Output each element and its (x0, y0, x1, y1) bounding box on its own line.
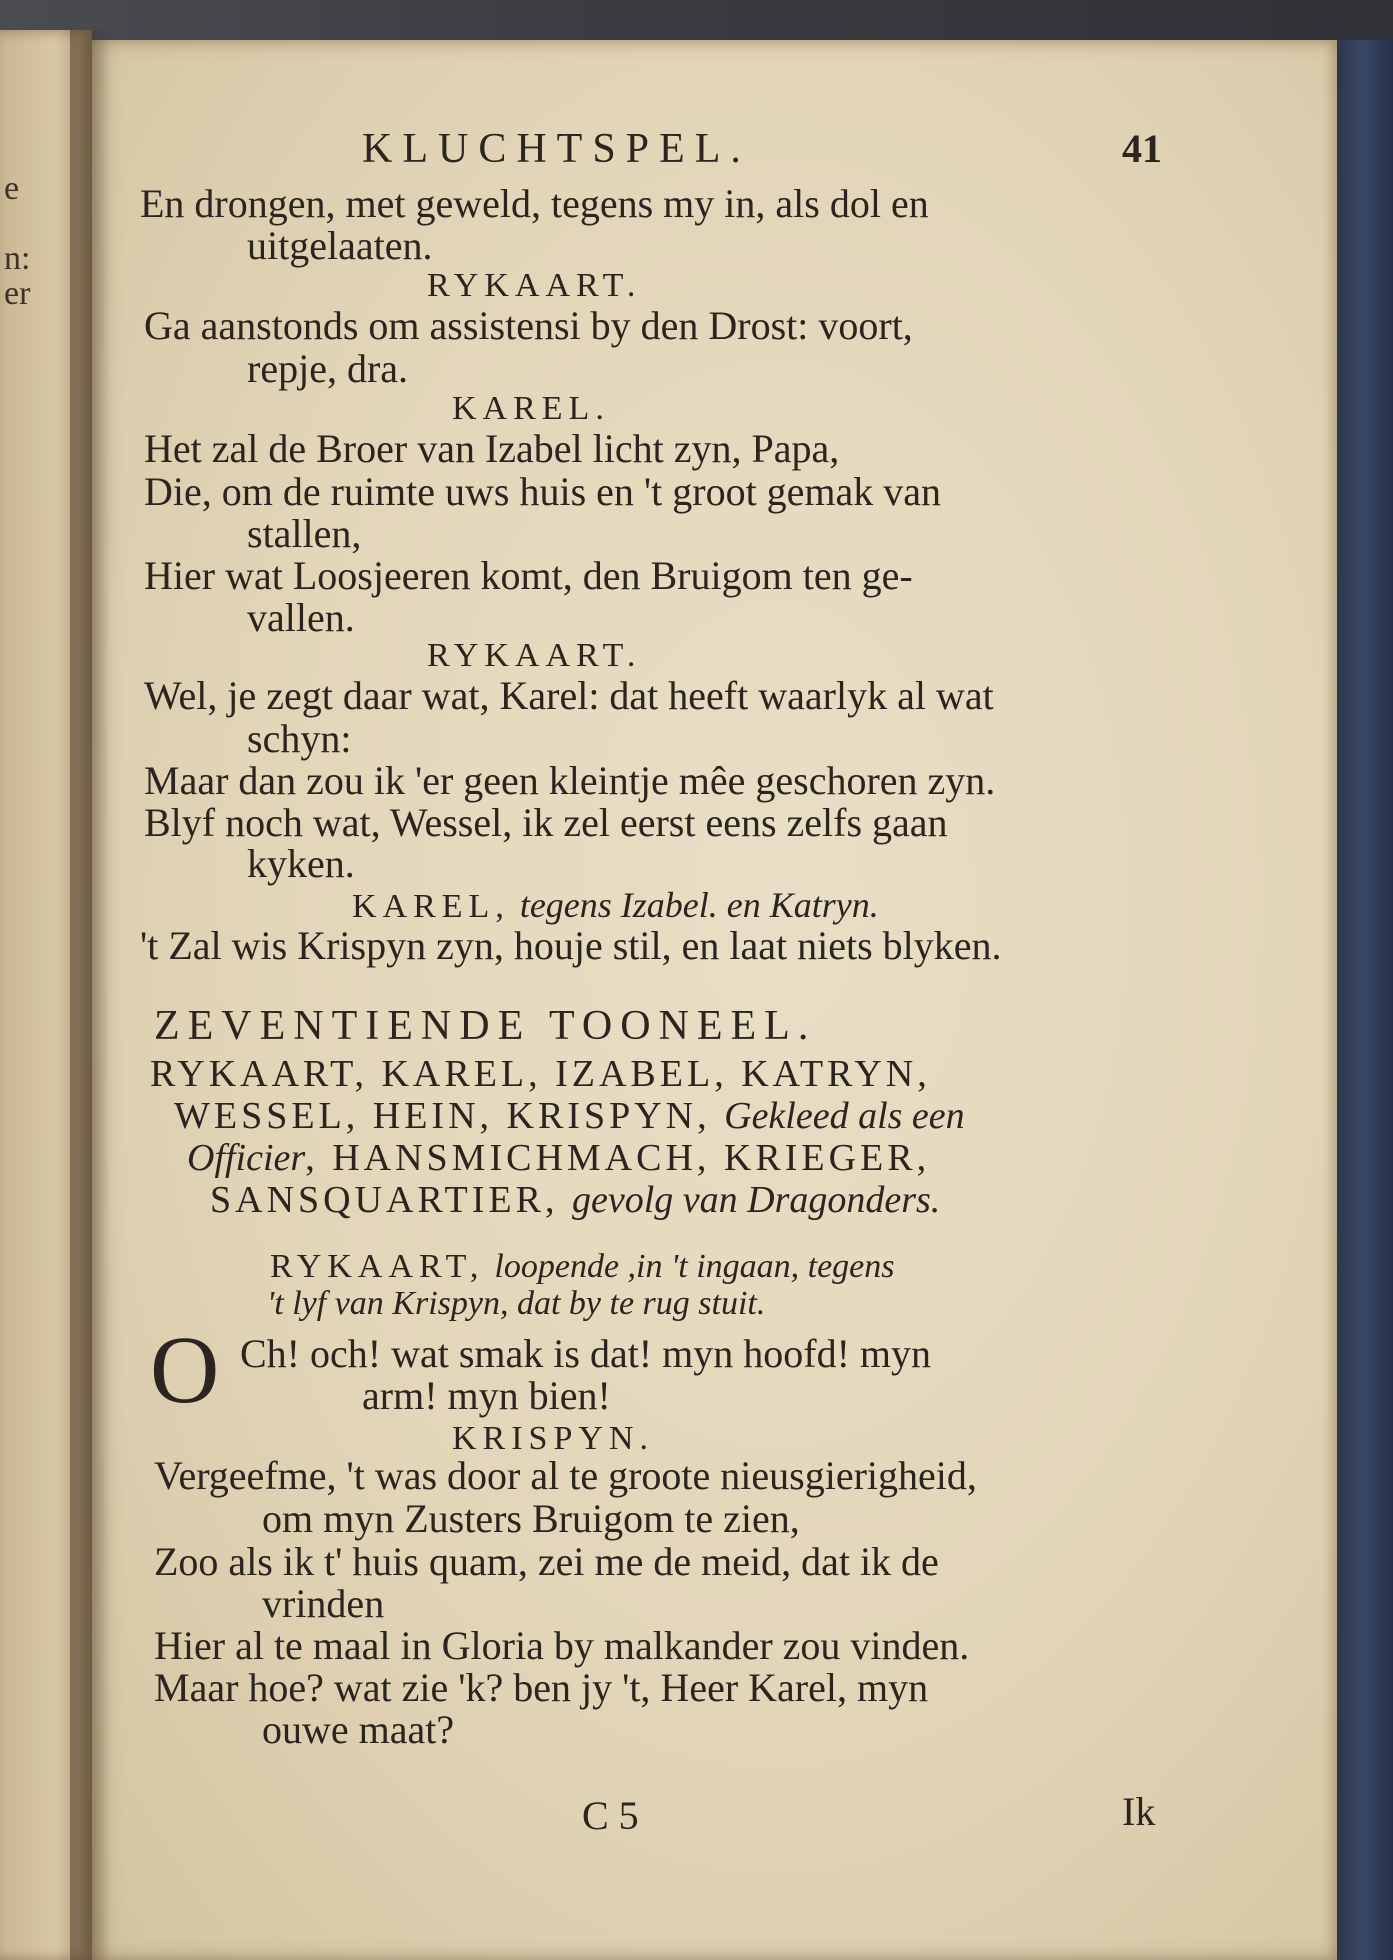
text-line: En drongen, met geweld, tegens my in, als dol en (140, 181, 929, 226)
cast-list-line (187, 1134, 930, 1182)
speaker-name: RYKAART. (427, 637, 642, 674)
catchword: Ik (1122, 1789, 1156, 1834)
cast-names: , HANSMICHMACH, KRIEGER, (305, 1137, 931, 1179)
book-cover-edge (1333, 40, 1393, 1960)
text-line: Het zal de Broer van Izabel licht zyn, Papa, (144, 426, 840, 471)
cast-list-line (210, 1176, 940, 1224)
cast-note: Officier (187, 1137, 306, 1179)
text-line: ouwe maat? (262, 1707, 455, 1752)
direction-text: tegens Izabel. en Katryn. (519, 885, 879, 925)
cast-names: WESSEL, HEIN, KRISPYN, (174, 1095, 711, 1137)
text-line: Ga aanstonds om assistensi by den Drost: voort, (144, 303, 913, 348)
scene-heading: ZEVENTIENDE TOONEEL. (154, 1003, 817, 1049)
text-line: vrinden (262, 1581, 385, 1626)
page-number: 41 (1122, 126, 1162, 171)
text-line: Vergeefme, 't was door al te groote nieusgierigheid, (154, 1453, 977, 1498)
text-line: Wel, je zegt daar wat, Karel: dat heeft waarlyk al wat (144, 673, 994, 718)
cast-list-line: RYKAART, KAREL, IZABEL, KATRYN, (150, 1053, 931, 1095)
speaker-name: KAREL. (452, 390, 610, 427)
facing-page-fragment: er (4, 275, 31, 312)
running-head-title: KLUCHTSPEL. (362, 126, 751, 172)
text-line: Hier al te maal in Gloria by malkander zou vinden. (154, 1623, 970, 1668)
direction-text: 't lyf van Krispyn, dat by te rug stuit. (267, 1285, 766, 1322)
facing-page-fragment: e (4, 170, 20, 207)
text-line: Die, om de ruimte uws huis en 't groot gemak van (144, 469, 942, 514)
speaker-name: RYKAART. (427, 267, 642, 304)
text-line: kyken. (247, 841, 355, 886)
text-line: 't Zal wis Krispyn zyn, houje stil, en laat niets blyken. (140, 923, 1002, 968)
speaker-name: RYKAART, (270, 1248, 485, 1285)
cast-note: gevolg van Dragonders. (571, 1179, 941, 1221)
text-line: arm! myn bien! (362, 1373, 611, 1418)
speaker-name: KRISPYN. (452, 1420, 654, 1457)
text-line: Maar hoe? wat zie 'k? ben jy 't, Heer Karel, myn (154, 1665, 929, 1710)
speaker-name: KAREL, (352, 888, 510, 925)
facing-page-fragment: n: (4, 240, 31, 277)
book-page (92, 40, 1337, 1960)
text-line: Maar dan zou ik 'er geen kleintje mêe geschoren zyn. (144, 758, 996, 803)
text-line: repje, dra. (247, 346, 409, 391)
text-line: Blyf noch wat, Wessel, ik zel eerst eens zelfs gaan (144, 800, 948, 845)
text-line: om myn Zusters Bruigom te zien, (262, 1496, 800, 1541)
cast-names: SANSQUARTIER, (210, 1179, 559, 1221)
cast-note: Gekleed als een (724, 1095, 965, 1137)
text-line: schyn: (247, 716, 352, 761)
text-line: Hier wat Loosjeeren komt, den Bruigom ten ge- (144, 553, 913, 598)
signature-mark: C 5 (582, 1793, 639, 1838)
cast-list-line (174, 1092, 965, 1140)
text-line: vallen. (247, 595, 355, 640)
text-line: Ch! och! wat smak is dat! myn hoofd! myn (240, 1331, 931, 1376)
direction-text: loopende ,in 't ingaan, tegens (494, 1248, 895, 1285)
text-line: uitgelaaten. (247, 223, 433, 268)
text-line: stallen, (247, 511, 362, 556)
drop-cap: O (150, 1316, 220, 1423)
text-line: Zoo als ik t' huis quam, zei me de meid, dat ik de (154, 1539, 939, 1584)
spine-gutter (70, 30, 110, 1960)
